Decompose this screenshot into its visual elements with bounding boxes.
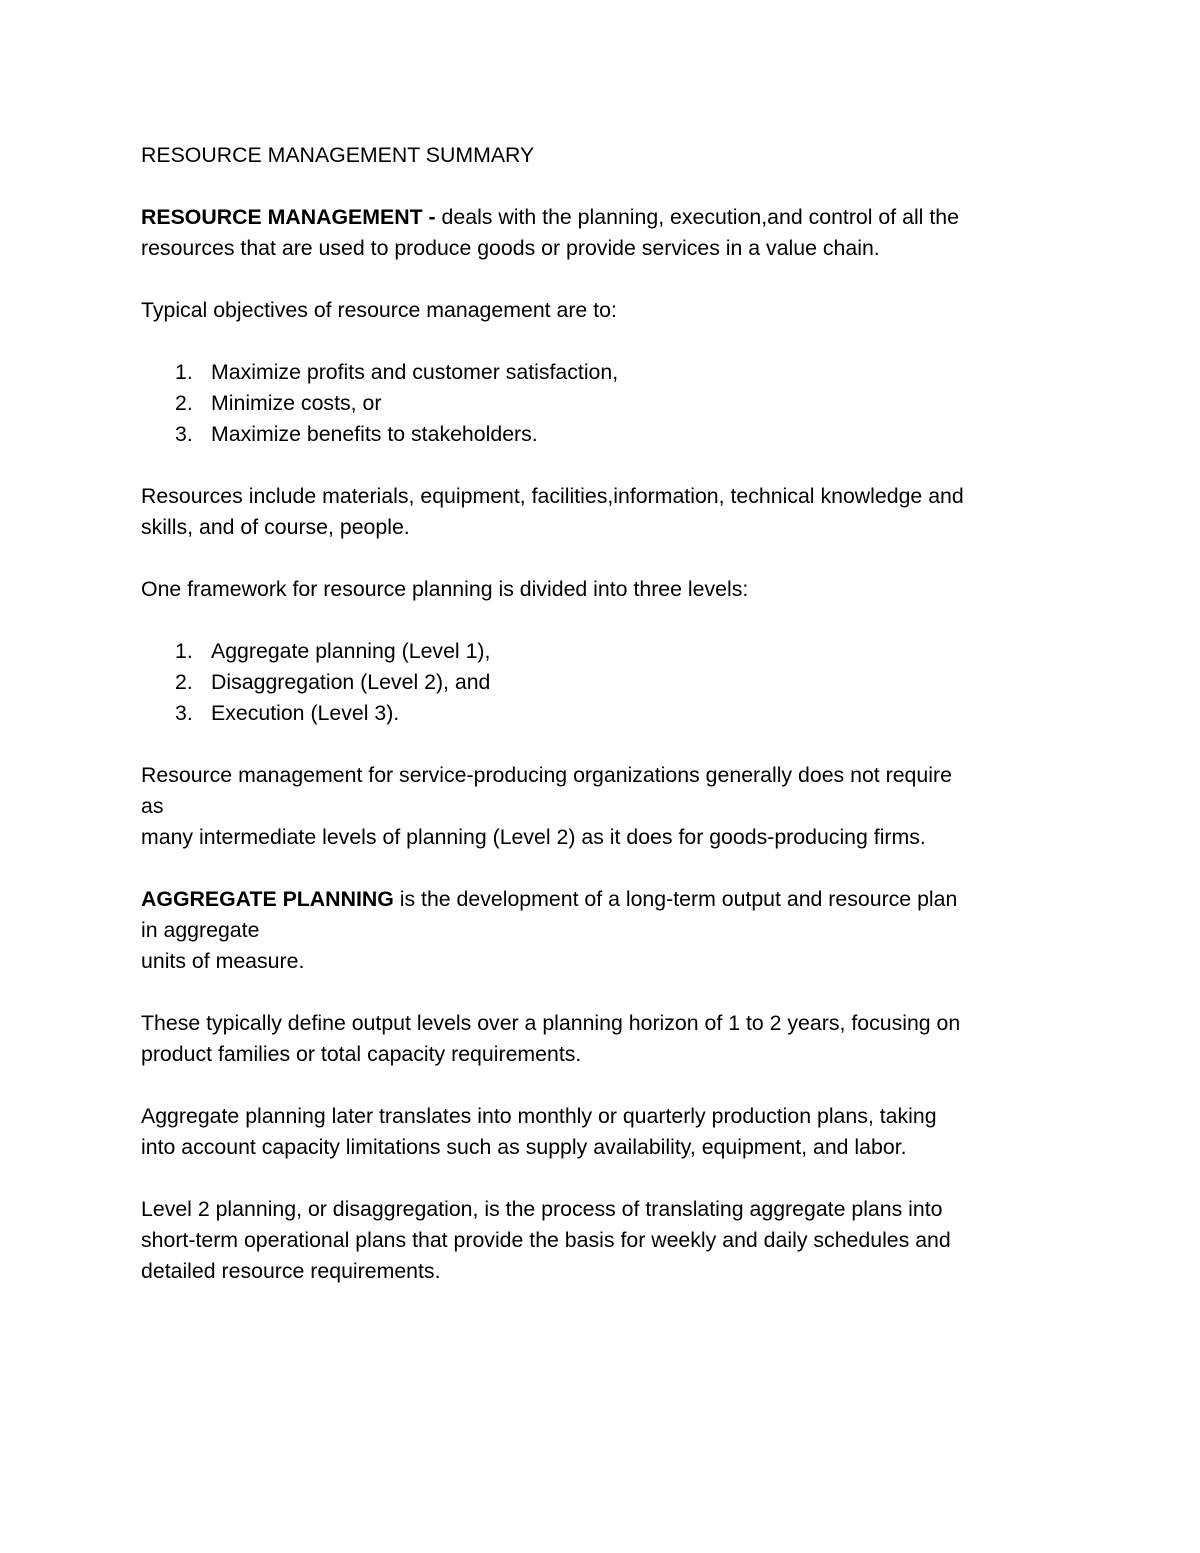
spacer <box>141 171 1061 202</box>
definition-text: deals with the planning, execution,and control of all the <box>435 205 959 229</box>
level-item <box>141 636 1061 667</box>
list-text: Execution (Level 3). <box>211 701 400 725</box>
spacer <box>141 450 1061 481</box>
list-text: Aggregate planning (Level 1), <box>211 639 491 663</box>
level-item <box>141 667 1061 698</box>
list-text: Maximize profits and customer satisfaction, <box>211 360 619 384</box>
document-page <box>141 140 1061 1287</box>
level2-line-1: Level 2 planning, or disaggregation, is the process of translating aggregate plans into <box>141 1197 943 1221</box>
list-number: 3. <box>175 701 193 725</box>
objective-item <box>141 357 1061 388</box>
service-line-2: as <box>141 794 164 818</box>
resources-line-2: skills, and of course, people. <box>141 515 410 539</box>
spacer <box>141 326 1061 357</box>
definition-term: RESOURCE MANAGEMENT - <box>141 205 436 229</box>
list-number: 2. <box>175 670 193 694</box>
framework-intro: One framework for resource planning is divided into three levels: <box>141 577 749 601</box>
list-text: Maximize benefits to stakeholders. <box>211 422 538 446</box>
horizon-line-2: product families or total capacity requirements. <box>141 1042 582 1066</box>
spacer <box>141 605 1061 636</box>
aggregate-line-3: units of measure. <box>141 949 305 973</box>
spacer <box>141 977 1061 1008</box>
service-line-1: Resource management for service-producing organizations generally does not require <box>141 763 952 787</box>
horizon-line-1: These typically define output levels over a planning horizon of 1 to 2 years, focusing on <box>141 1011 961 1035</box>
spacer <box>141 853 1061 884</box>
spacer <box>141 264 1061 295</box>
list-number: 1. <box>175 360 193 384</box>
translate-line-1: Aggregate planning later translates into monthly or quarterly production plans, taking <box>141 1104 937 1128</box>
definition-line-1 <box>141 202 1061 233</box>
list-number: 2. <box>175 391 193 415</box>
spacer <box>141 729 1061 760</box>
definition-line-2: resources that are used to produce goods or provide services in a value chain. <box>141 236 880 260</box>
list-number: 3. <box>175 422 193 446</box>
objective-item <box>141 388 1061 419</box>
list-number: 1. <box>175 639 193 663</box>
service-line-3: many intermediate levels of planning (Level 2) as it does for goods-producing firms. <box>141 825 926 849</box>
aggregate-line-1 <box>141 884 1061 915</box>
level-item <box>141 698 1061 729</box>
spacer <box>141 1163 1061 1194</box>
aggregate-line-2: in aggregate <box>141 918 260 942</box>
objectives-intro: Typical objectives of resource management are to: <box>141 298 617 322</box>
spacer <box>141 543 1061 574</box>
objective-item <box>141 419 1061 450</box>
spacer <box>141 1070 1061 1101</box>
list-text: Minimize costs, or <box>211 391 382 415</box>
level2-line-3: detailed resource requirements. <box>141 1259 441 1283</box>
level2-line-2: short-term operational plans that provide the basis for weekly and daily schedules and <box>141 1228 951 1252</box>
document-title: RESOURCE MANAGEMENT SUMMARY <box>141 143 535 167</box>
translate-line-2: into account capacity limitations such as supply availability, equipment, and labor. <box>141 1135 907 1159</box>
aggregate-text: is the development of a long-term output and resource plan <box>393 887 958 911</box>
resources-line-1: Resources include materials, equipment, facilities,information, technical knowledge and <box>141 484 964 508</box>
list-text: Disaggregation (Level 2), and <box>211 670 491 694</box>
aggregate-term: AGGREGATE PLANNING <box>141 887 394 911</box>
